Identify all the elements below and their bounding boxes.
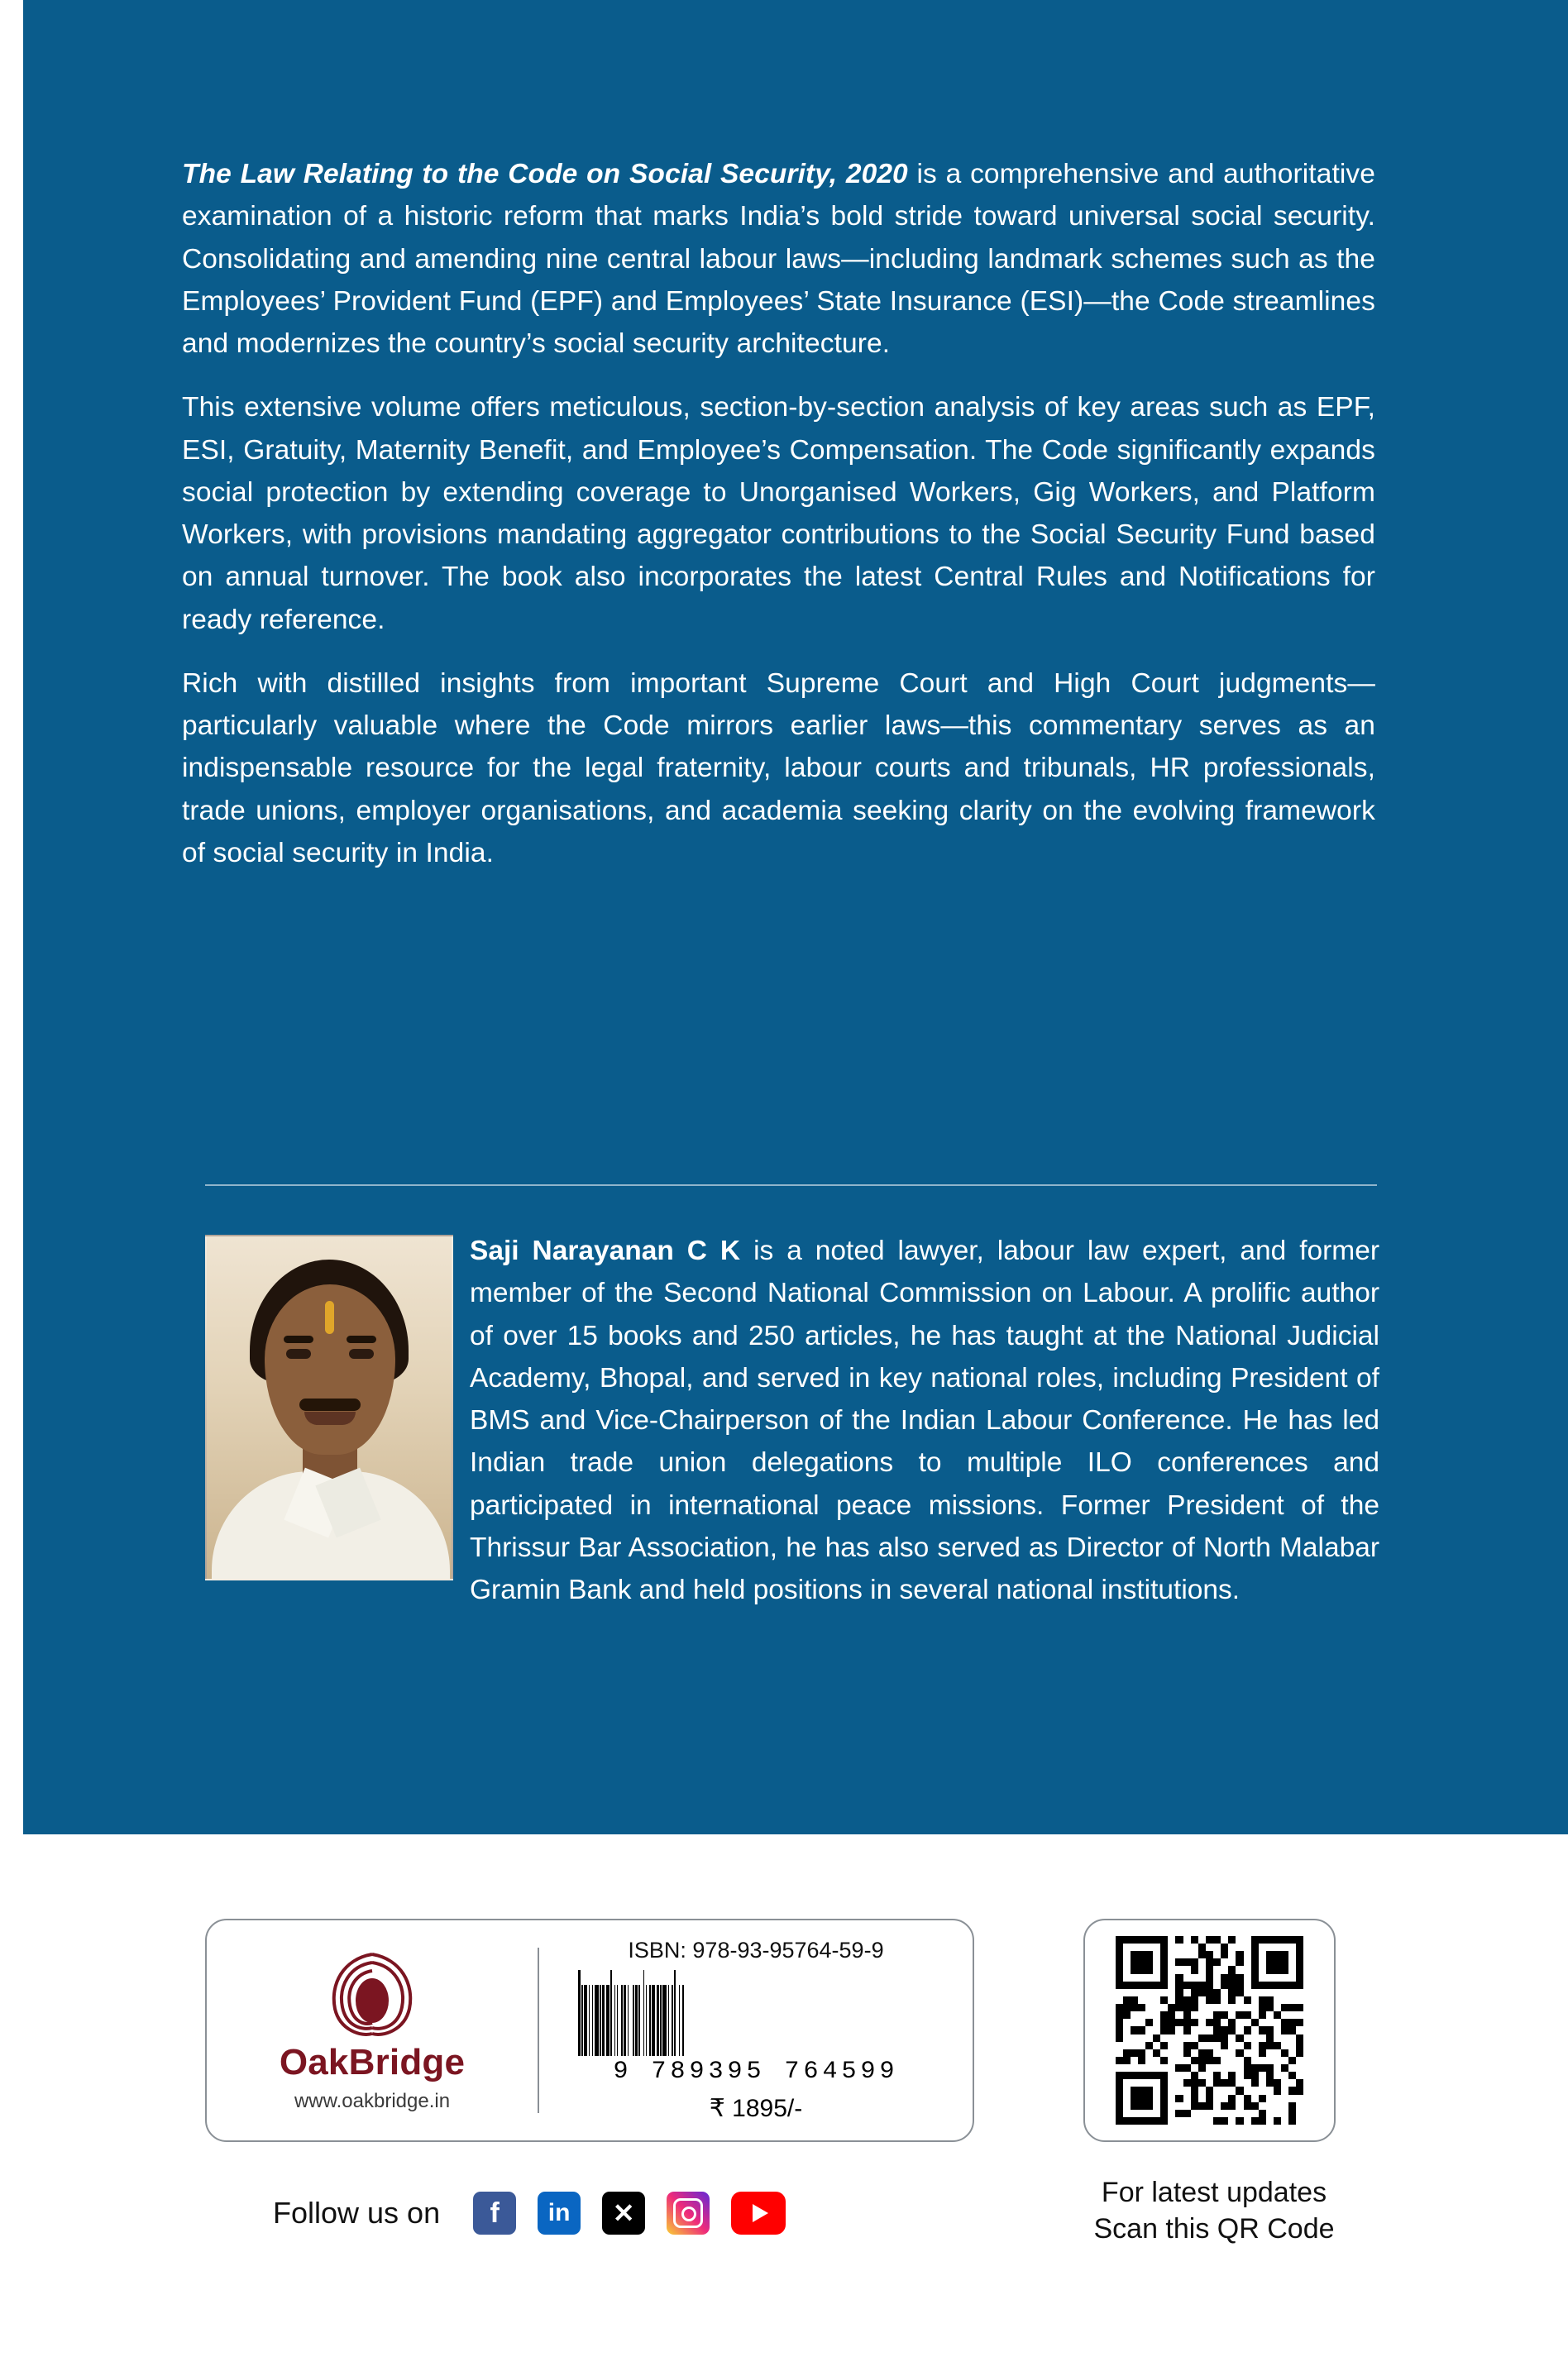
facebook-glyph: f (490, 2197, 500, 2229)
portrait-tilak (325, 1301, 334, 1334)
portrait-eyebrow-left (284, 1336, 313, 1343)
portrait-moustache (299, 1399, 361, 1411)
facebook-icon[interactable] (473, 2192, 516, 2235)
qr-caption-line1: For latest updates (1101, 2177, 1327, 2208)
author-photo (205, 1235, 453, 1580)
publisher-name-oak: Oak (279, 2042, 349, 2082)
isbn-label: ISBN: 978-93-95764-59-9 (628, 1938, 884, 1963)
youtube-icon[interactable] (731, 2192, 786, 2235)
publisher-website: www.oakbridge.in (294, 2090, 451, 2112)
blurb-paragraph-3: Rich with distilled insights from important Supreme Court and High Court judgments—particularly valuable where the Code mirrors earlier laws—this commentary serves as an indispensable resource for the legal fraternity, labour courts and tribunals, HR professionals, trade unions, employer organisations, and academia seeking clarity on the evolving framework of social security in India. (182, 667, 1375, 868)
section-divider (205, 1184, 1377, 1186)
author-bio-text: is a noted lawyer, labour law expert, and former member of the Second National Commission on Labour. A prolific author of over 15 books and 250 articles, he has taught at the National Judicial Academy, Bhopal, and served in key national roles, including President of BMS and Vice-Chairperson of the Indian Labour Conference. He has led Indian trade union delegations to multiple ILO conferences and participated in international peace missions. Former President of the Thrissur Bar Association, he has also served as Director of North Malabar Gramin Bank and held positions in several national institutions. (470, 1236, 1379, 1605)
blurb-paragraph-2: This extensive volume offers meticulous, section-by-section analysis of key areas such as EPF, ESI, Gratuity, Maternity Benefit, and Employee’s Compensation. The Code significantly expands social protection by extending coverage to Unorganised Workers, Gig Workers, and Platform Workers, with provisions mandating aggregator contributions to the Social Security Fund based on annual turnover. The book also incorporates the latest Central Rules and Notifications for ready reference. (182, 392, 1375, 635)
social-follow-row (273, 2192, 786, 2235)
qr-code-box[interactable] (1083, 1919, 1336, 2142)
linkedin-icon[interactable] (538, 2192, 581, 2235)
isbn-barcode-box (205, 1919, 974, 2142)
blurb-paragraph-1-rest: is a comprehensive and authoritative examination of a historic reform that marks India’s bold stride toward universal social security. Consolidating and amending nine central labour laws—including landmark schemes such as the Employees’ Provident Fund (EPF) and Employees’ State Insurance (ESI)—the Code streamlines and modernizes the country’s social security architecture. (182, 159, 1375, 359)
x-glyph: ✕ (612, 2198, 635, 2228)
author-section (205, 1230, 1379, 1611)
qr-caption (1049, 2175, 1379, 2247)
portrait-eye-right (349, 1349, 374, 1359)
publisher-name (280, 2042, 465, 2083)
portrait-eyebrow-right (347, 1336, 376, 1343)
barcode-area (539, 1920, 973, 2140)
publisher-logo (207, 1920, 538, 2140)
linkedin-glyph: in (547, 2199, 571, 2226)
author-name: Saji Narayanan C K (470, 1236, 741, 1266)
portrait-eye-left (286, 1349, 311, 1359)
price-label: ₹ 1895/- (709, 2095, 803, 2122)
x-twitter-icon[interactable] (602, 2192, 645, 2235)
instagram-icon[interactable] (667, 2192, 710, 2235)
portrait-mouth (304, 1412, 356, 1425)
qr-caption-line2: Scan this QR Code (1093, 2212, 1335, 2245)
barcode-digits: 9 789395 764599 (613, 2058, 899, 2086)
blurb-section (182, 153, 1375, 874)
barcode-image (578, 1970, 934, 2056)
youtube-glyph (753, 2204, 768, 2222)
blurb-paragraph-1 (182, 153, 1375, 365)
follow-us-label: Follow us on (273, 2196, 441, 2230)
publisher-name-bridge: Bridge (348, 2042, 466, 2082)
instagram-glyph (673, 2198, 703, 2228)
oakbridge-tree-icon (323, 1948, 421, 2040)
qr-code-image[interactable] (1116, 1936, 1304, 2125)
book-title: The Law Relating to the Code on Social Security, 2020 (182, 159, 908, 189)
